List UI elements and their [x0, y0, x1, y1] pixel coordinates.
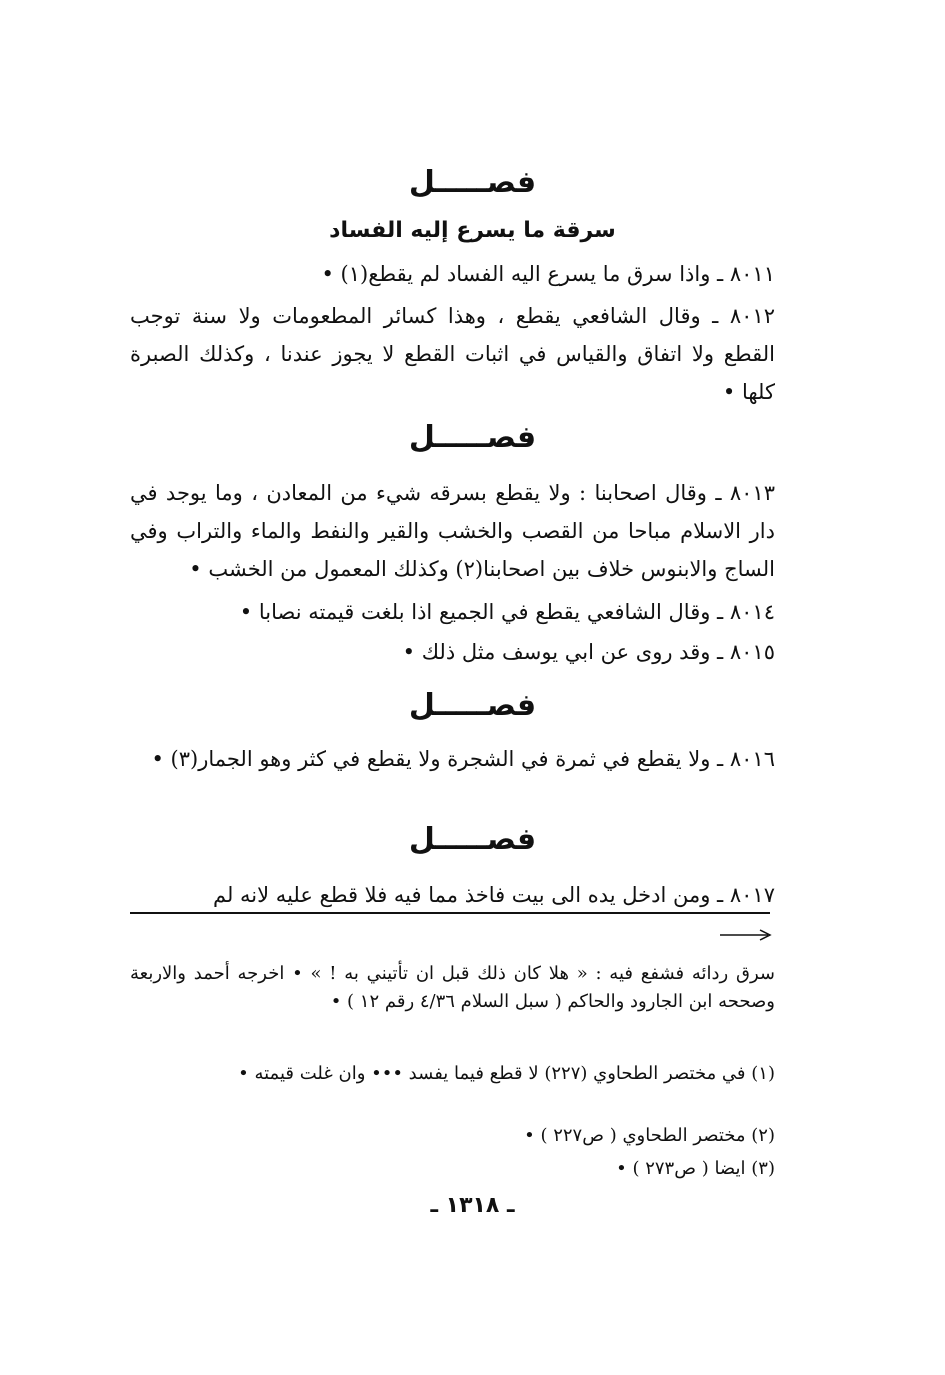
- paragraph-underline: [130, 912, 770, 914]
- paragraph-8011: ٨٠١١ ـ واذا سرق ما يسرع اليه الفساد لم يقطع(١) •: [321, 262, 775, 286]
- paragraph-8013: ٨٠١٣ ـ وقال اصحابنا : ولا يقطع بسرقه شيء من المعادن ، وما يوجد في دار الاسلام مباحا من القصب والخشب والقير والنفط والماء والتراب وفي الساج والابنوس خلاف بين اصحابنا(٢) وكذلك المعمول من الخشب •: [130, 481, 775, 581]
- footnote-3: (٣) ايضا ( ص٢٧٣ ) •: [616, 1158, 775, 1179]
- section-subheading-1: سرقة ما يسرع إليه الفساد: [329, 218, 616, 243]
- paragraph-8017: ٨٠١٧ ـ ومن ادخل يده الى بيت فاخذ مما فيه فلا قطع عليه لانه لم: [213, 883, 775, 907]
- paragraph-8016: ٨٠١٦ ـ ولا يقطع في ثمرة في الشجرة ولا يقطع في كثر وهو الجمار(٣) •: [151, 747, 775, 771]
- section-heading-3: فصـــــل: [408, 688, 537, 723]
- footnote-2: (٢) مختصر الطحاوي ( ص٢٢٧ ) •: [524, 1125, 775, 1146]
- section-heading-2: فصـــــل: [408, 420, 537, 455]
- footnote-continuation: سرق ردائه فشفع فيه : « هلا كان ذلك قبل ان تأتيني به ! » • اخرجه أحمد والاربعة وصححه ابن الجارود والحاكم ( سبل السلام ٤/٣٦ رقم ١٢ ) •: [130, 963, 775, 1012]
- section-heading-1: فصـــــل: [408, 165, 537, 200]
- page-number: ـ ١٣١٨ ـ: [430, 1193, 515, 1218]
- continuation-arrow-icon: [720, 928, 772, 942]
- paragraph-8014: ٨٠١٤ ـ وقال الشافعي يقطع في الجميع اذا بلغت قيمته نصابا •: [239, 600, 775, 624]
- section-heading-4: فصـــــل: [408, 822, 537, 857]
- paragraph-8012: ٨٠١٢ ـ وقال الشافعي يقطع ، وهذا كسائر المطعومات ولا سنة توجب القطع ولا اتفاق والقياس في اثبات القطع لا يجوز عندنا ، وكذلك الصبرة كلها •: [130, 304, 775, 404]
- footnote-1: (١) في مختصر الطحاوي (٢٢٧) لا قطع فيما يفسد ••• وان غلت قيمته •: [238, 1063, 775, 1084]
- paragraph-8015: ٨٠١٥ ـ وقد روى عن ابي يوسف مثل ذلك •: [402, 640, 775, 664]
